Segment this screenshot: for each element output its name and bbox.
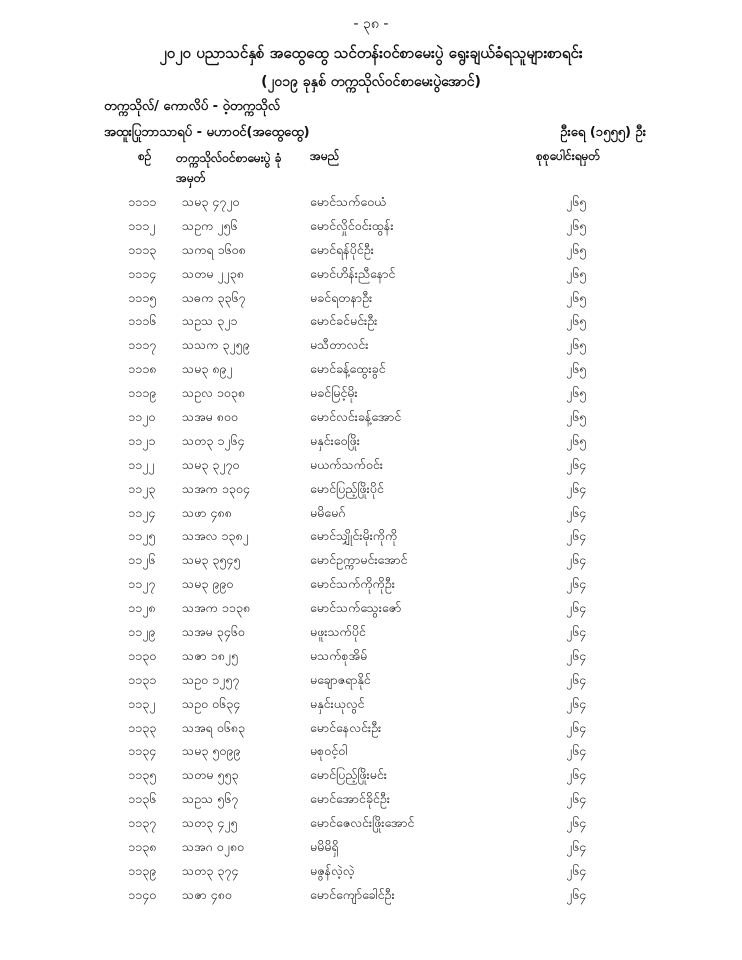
roll-number: သအရ ၀၆၈၃ <box>182 719 245 735</box>
roll-number: သအမ ၃၄၆၀ <box>182 624 245 640</box>
table-row <box>0 382 742 406</box>
student-name: မောင်ဟိန်းညီနောင် <box>310 265 396 281</box>
student-name: မောင်သက်သွေးဇော် <box>310 600 402 616</box>
serial-number: ၁၁၂၆ <box>128 552 156 568</box>
table-row <box>0 740 742 764</box>
total-marks: ၂၆၅ <box>566 194 587 209</box>
total-marks: ၂၆၄ <box>566 552 587 568</box>
table-row <box>0 573 742 597</box>
roll-number: သဥသ ၃၂၁ <box>182 313 238 329</box>
total-marks: ၂၆၄ <box>566 815 587 831</box>
total-marks: ၂၆၅ <box>566 337 587 353</box>
student-name: မသက်စုအိမ် <box>310 647 368 663</box>
serial-number: ၁၁၃၃ <box>128 719 157 735</box>
total-marks: ၂၆၄ <box>566 647 587 663</box>
table-row <box>0 764 742 788</box>
serial-number: ၁၁၂၉ <box>128 624 156 640</box>
student-name: မသီတာလင်း <box>310 337 369 353</box>
table-row <box>0 860 742 884</box>
table-row <box>0 669 742 693</box>
student-name: မောင်ခင်မင်းဦး <box>310 313 378 329</box>
serial-number: ၁၁၃၉ <box>128 862 157 878</box>
total-marks: ၂၆၄ <box>566 767 587 783</box>
student-name: မောင်သျှိုင်းမိုးကိုကို <box>310 528 398 544</box>
total-marks: ၂၆၄ <box>566 791 587 807</box>
table-row <box>0 406 742 430</box>
total-marks: ၂၆၅ <box>566 432 587 448</box>
table-row <box>0 358 742 382</box>
student-name: မောင်ဇေလင်းဖြိုးအောင် <box>310 815 415 831</box>
header-roll-number: တက္ကသိုလ်ဝင်စာမေးပွဲ ခုံအမှတ် <box>176 151 282 185</box>
serial-number: ၁၁၁၂ <box>128 217 156 233</box>
student-name: မောင်ပြည့်ဖြိုးမင်း <box>310 767 387 783</box>
roll-number: သအက ၁၁၃၈ <box>182 600 250 616</box>
serial-number: ၁၁၃၂ <box>128 695 156 711</box>
total-marks: ၂၆၄ <box>566 886 587 902</box>
table-row <box>0 788 742 812</box>
header-total-marks: စုစုပေါင်းရမှတ် <box>536 149 601 163</box>
student-name: မောင်ရန်ပိုင်ဦး <box>310 241 374 257</box>
serial-number: ၁၁၂၃ <box>128 480 156 496</box>
document-subtitle: (၂၀၁၉ ခုနှစ် တက္ကသိုလ်ဝင်စာမေးပွဲအောင်) <box>261 74 481 90</box>
student-name: မဖူးသက်ပိုင် <box>310 624 366 640</box>
student-name: မောင်ကျော်ခေါင်ဦး <box>310 886 395 902</box>
roll-number: သဥက ၂၅၆ <box>182 217 238 233</box>
serial-number: ၁၁၁၈ <box>128 361 157 377</box>
table-row <box>0 717 742 741</box>
roll-number: သဓက ၃၃၆၇ <box>182 289 246 305</box>
total-marks: ၂၆၄ <box>566 719 587 735</box>
serial-number: ၁၁၃၇ <box>128 815 157 831</box>
serial-number: ၁၁၃၁ <box>128 671 157 687</box>
serial-number: ၁၁၂၂ <box>128 456 155 472</box>
serial-number: ၁၁၁၁ <box>128 194 157 209</box>
total-marks: ၂၆၅ <box>566 289 587 305</box>
table-row <box>0 836 742 860</box>
roll-number: သမ၃ ၈၉၂ <box>182 361 233 377</box>
serial-number: ၁၁၂၅ <box>128 528 156 544</box>
serial-number: ၁၁၂၇ <box>128 576 156 592</box>
table-row <box>0 645 742 669</box>
total-marks: ၂၆၅ <box>566 313 587 329</box>
table-row <box>0 597 742 621</box>
roll-number: သမ၃ ၃၅၄၅ <box>182 552 241 568</box>
total-marks: ၂၆၄ <box>566 695 587 711</box>
roll-number: သမ၃ ၅၀၉၉ <box>182 743 241 759</box>
page-number: - ၃၈ - <box>353 16 389 32</box>
roll-number: သမ၃ ၃၂၇၀ <box>182 456 240 472</box>
major-line: အထူးပြုဘာသာရပ် - မဟာဝင်(အထွေထွေ) <box>104 125 310 140</box>
table-row <box>0 454 742 478</box>
table-row <box>0 287 742 311</box>
table-row <box>0 621 742 645</box>
student-name: မဇွန်လဲ့လဲ့ <box>310 862 355 878</box>
roll-number: သကရ ၁၆၀၈ <box>182 241 246 257</box>
table-row <box>0 884 742 908</box>
serial-number: ၁၁၄၀ <box>128 886 157 902</box>
header-name: အမည် <box>310 149 340 163</box>
serial-number: ၁၁၂၈ <box>128 600 156 616</box>
serial-number: ၁၁၂၁ <box>128 432 156 448</box>
student-name: မမိမိရှိ <box>310 839 339 855</box>
roll-number: သဖာ ၄၈၈ <box>182 504 232 520</box>
table-row <box>0 812 742 836</box>
table-row <box>0 334 742 358</box>
roll-number: သတ၃ ၃၇၄ <box>182 862 239 878</box>
total-marks: ၂၆၄ <box>566 528 587 544</box>
roll-number: သအက ၁၃၀၄ <box>182 480 250 496</box>
table-row <box>0 191 742 215</box>
student-name: မောင်ခန့်ထွေးခွင် <box>310 361 386 377</box>
serial-number: ၁၁၃၄ <box>128 743 157 759</box>
total-marks: ၂၆၅ <box>566 265 587 281</box>
total-count: ဦးရေ (၁၅၅၅) ဦး <box>560 125 646 140</box>
student-name: မယက်သက်ဝင်း <box>310 456 383 472</box>
table-row <box>0 478 742 502</box>
student-name: မောင်အောင်ခိုင်ဦး <box>310 791 390 807</box>
roll-number: သတမ ၅၅၃ <box>182 767 239 783</box>
roll-number: သဥ၀ ၁၂၅၇ <box>182 671 240 687</box>
total-marks: ၂၆၅ <box>566 241 587 257</box>
total-marks: ၂၆၅ <box>566 217 587 233</box>
table-row <box>0 215 742 239</box>
roll-number: သတမ ၂၂၃၈ <box>182 265 244 281</box>
roll-number: သအမ ၈၀၀ <box>182 409 238 425</box>
table-row <box>0 693 742 717</box>
total-marks: ၂၆၄ <box>566 600 587 616</box>
roll-number: သဥလ ၁၀၃၈ <box>182 385 245 401</box>
roll-number: သမ၃ ၉၉၀ <box>182 576 234 592</box>
serial-number: ၁၁၃၈ <box>128 839 157 855</box>
total-marks: ၂၆၄ <box>566 839 587 855</box>
serial-number: ၁၁၁၆ <box>128 313 157 329</box>
serial-number: ၁၁၁၉ <box>128 385 157 401</box>
document-title: ၂၀၂၀ ပညာသင်နှစ် အထွေထွေ သင်တန်းဝင်စာမေးပွဲ ရွေးချယ်ခံရသူများစာရင်း <box>159 44 583 62</box>
table-row <box>0 549 742 573</box>
serial-number: ၁၁၃၀ <box>128 647 157 663</box>
total-marks: ၂၆၄ <box>566 671 587 687</box>
student-name: မောင်လှိုင်ဝင်းထွန်း <box>310 217 394 233</box>
student-name: မောင်ဥက္ကာမင်းအောင် <box>310 552 408 568</box>
total-marks: ၂၆၄ <box>566 456 587 472</box>
total-marks: ၂၆၄ <box>566 576 587 592</box>
serial-number: ၁၁၁၅ <box>128 289 157 305</box>
roll-number: သအဂ ၀၂၈၀ <box>182 839 245 855</box>
roll-number: သအလ ၁၃၈၂ <box>182 528 249 544</box>
total-marks: ၂၆၅ <box>566 361 587 377</box>
total-marks: ၂၆၄ <box>566 743 587 759</box>
serial-number: ၁၁၁၃ <box>128 241 157 257</box>
roll-number: သဥသ ၅၆၇ <box>182 791 239 807</box>
student-name: မချောဇရာနိုင် <box>310 671 371 687</box>
roll-number: သသက ၃၂၅၉ <box>182 337 250 353</box>
student-name: မမိမေဂ် <box>310 504 346 520</box>
university-line: တက္ကသိုလ်/ ကောလိပ် - ဝဲ့တက္ကသိုလ် <box>104 99 281 114</box>
roll-number: သတ၃ ၄၂၅ <box>182 815 238 831</box>
table-row <box>0 502 742 526</box>
student-name: မစုဝင့်ဝါ <box>310 743 348 759</box>
student-name: မောင်နေလင်းဦး <box>310 719 382 735</box>
roll-number: သဇာ ၁၈၂၅ <box>182 647 238 663</box>
serial-number: ၁၁၂၀ <box>128 409 156 425</box>
roll-number: သမ၃ ၄၇၂၀ <box>182 194 240 209</box>
table-row <box>0 310 742 334</box>
serial-number: ၁၁၂၄ <box>128 504 156 520</box>
serial-number: ၁၁၃၆ <box>128 791 157 807</box>
serial-number: ၁၁၁၇ <box>128 337 157 353</box>
student-name: မခင်ရတနာဦး <box>310 289 373 305</box>
roll-number: သတ၃ ၁၂၆၄ <box>182 432 245 448</box>
header-serial: စဉ် <box>138 149 152 163</box>
student-name: မနှင်းယုလွင် <box>310 695 365 711</box>
serial-number: ၁၁၃၅ <box>128 767 157 783</box>
table-row <box>0 430 742 454</box>
serial-number: ၁၁၁၄ <box>128 265 157 281</box>
student-name: မောင်ပြည့်ဖြိုးပိုင် <box>310 480 384 496</box>
total-marks: ၂၆၅ <box>566 409 587 425</box>
total-marks: ၂၆၄ <box>566 862 587 878</box>
table-row <box>0 239 742 263</box>
student-name: မခင်မြင့်မိုး <box>310 385 358 401</box>
total-marks: ၂၆၄ <box>566 504 587 520</box>
total-marks: ၂၆၄ <box>566 480 587 496</box>
table-row <box>0 525 742 549</box>
roll-number: သဇာ ၄၈၀ <box>182 886 232 902</box>
student-name: မနှင်းဝေဖြိုး <box>310 432 360 448</box>
results-list <box>0 191 742 908</box>
table-row <box>0 263 742 287</box>
student-name: မောင်လင်းခန့်အောင် <box>310 409 402 425</box>
student-name: မောင်သက်ဝေယံ <box>310 194 387 209</box>
total-marks: ၂၆၄ <box>566 624 587 640</box>
roll-number: သဥ၀ ၀၆၃၄ <box>182 695 241 711</box>
total-marks: ၂၆၅ <box>566 385 587 401</box>
student-name: မောင်သက်ကိုကိုဦး <box>310 576 395 592</box>
